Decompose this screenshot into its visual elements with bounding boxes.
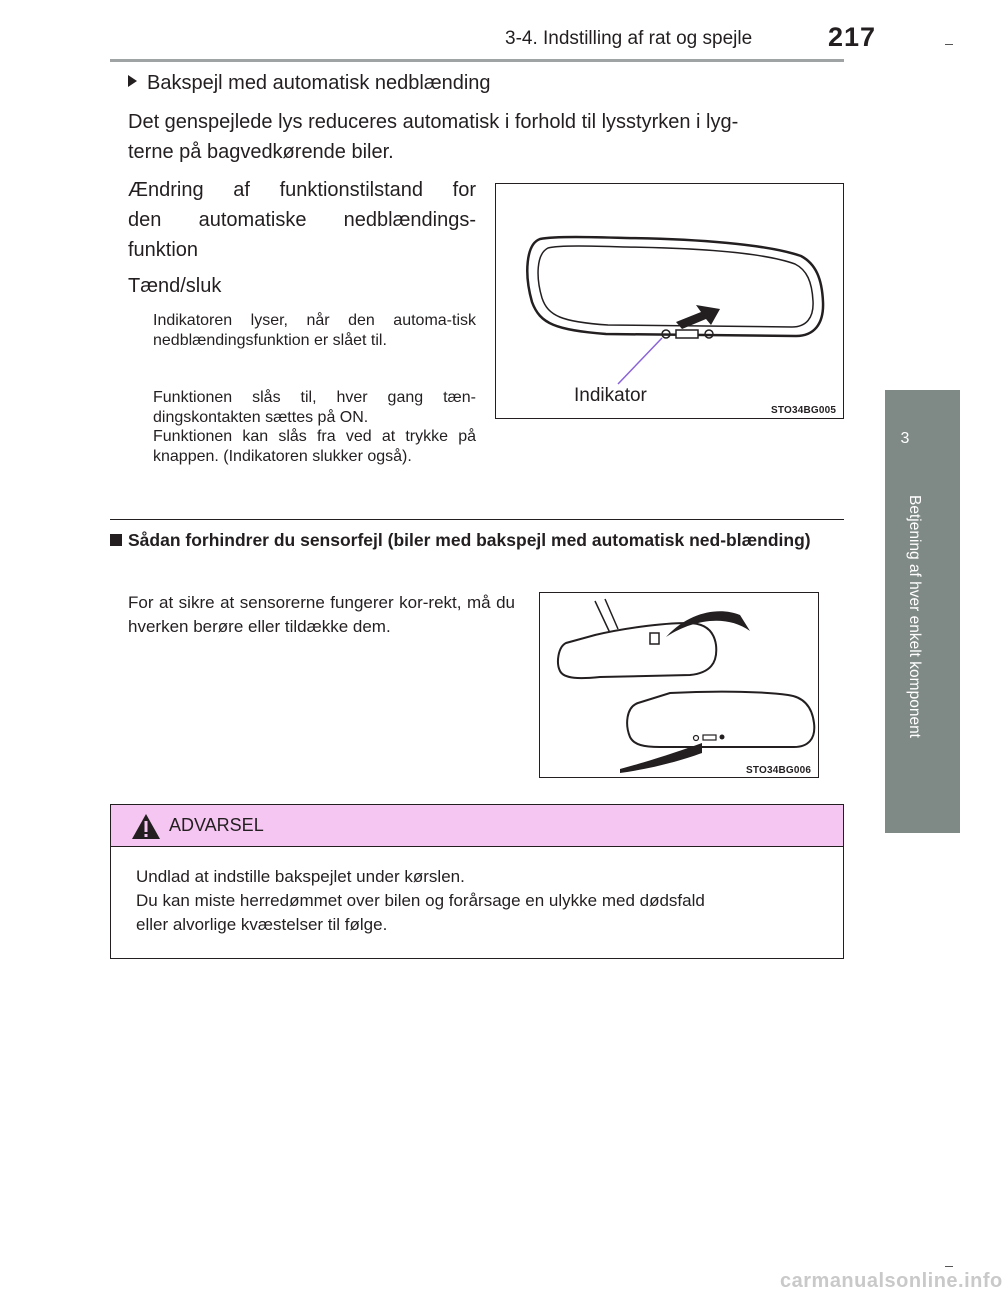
header-section-title: 3-4. Indstilling af rat og spejle xyxy=(505,28,753,49)
mode-change-text: Ændring af funktionstilstand for den automatiske nedblændings- funktion xyxy=(128,179,476,261)
figure-code: STO34BG006 xyxy=(746,765,812,776)
ignition-note: Funktionen slås til, hver gang tæn-dingskontakten sættes på ON. xyxy=(153,389,476,426)
button-note: Funktionen kan slås fra ved at trykke på knappen. (Indikatoren slukker også). xyxy=(153,428,476,465)
chapter-title-vertical xyxy=(905,495,923,815)
figure-code: STO34BG005 xyxy=(771,405,837,416)
page-number: 217 xyxy=(828,22,877,52)
warning-box xyxy=(110,804,844,959)
indicator-note: Indikatoren lyser, når den automa-tisk nedblændingsfunktion er slået til. xyxy=(153,312,476,349)
edge-tick xyxy=(945,1266,953,1267)
sensor-section-heading: Sådan forhindrer du sensorfejl (biler med bakspejl med automatisk ned-blænding) xyxy=(110,528,844,552)
triangle-bullet-icon xyxy=(128,75,137,87)
auto-dimming-heading: Bakspejl med automatisk nedblænding xyxy=(128,72,491,95)
auto-dimming-intro: Det genspejlede lys reduceres automatisk i forhold til lysstyrken i lyg- terne på bagvedkørende biler. xyxy=(128,111,739,163)
mirror-illustration xyxy=(496,184,843,418)
warning-header xyxy=(111,805,843,847)
indicator-label: Indikator xyxy=(574,385,647,406)
chapter-title: Betjening af hver enkelt komponent xyxy=(906,495,923,738)
square-bullet-icon xyxy=(110,534,122,546)
watermark: carmanualsonline.info xyxy=(780,1270,1003,1292)
sensor-figure xyxy=(539,592,819,778)
warning-title: ADVARSEL xyxy=(169,815,264,835)
warning-body: Undlad at indstille bakspejlet under kørslen. Du kan miste herredømmet over bilen og forårsage en ulykke med dødsfald eller alvorlige kvæstelser til følge. xyxy=(136,867,705,934)
mirror-indicator-figure xyxy=(495,183,844,419)
sensor-mirror-illustration xyxy=(540,593,818,777)
header-rule xyxy=(110,59,844,62)
on-off-label: Tænd/sluk xyxy=(128,275,222,297)
sensor-body-text: For at sikre at sensorerne fungerer kor-rekt, må du hverken berøre eller tildække dem. xyxy=(128,593,515,636)
chapter-number: 3 xyxy=(900,430,910,447)
section-rule xyxy=(110,519,844,520)
warning-triangle-icon xyxy=(131,813,161,840)
edge-tick xyxy=(945,44,953,45)
